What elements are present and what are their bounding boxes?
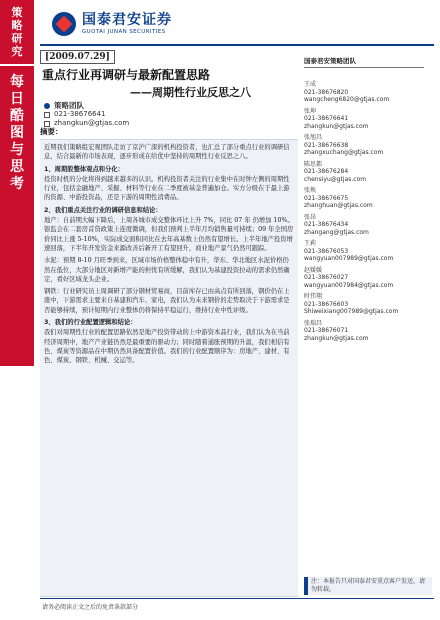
person-icon	[44, 103, 50, 109]
brand-logo	[52, 8, 172, 40]
summary-paragraph: 地产：自前期大幅下降后，上周各城市成交整体环比上升 7%，同比 07 年 仍增加 10%。银监会在二套房首贷政策上连度微调，但我们预判上半年月均销售量可持续；09 年全国房价同比上涨 5-10%，实际成交面积同比在去年高基数上仍然有望增长。上半年地产投资增速回落，下半年开发资金来源改善后新开工有望回升，商业地产景气仍然可跟踪。	[44, 217, 294, 252]
analyst-name: 王成	[304, 81, 317, 88]
banner-char: 研	[11, 32, 23, 45]
analyst-phone: 021-38676675	[304, 194, 349, 202]
phone-icon	[44, 112, 50, 118]
summary-box	[40, 139, 298, 597]
analyst-name: 张昂	[304, 213, 317, 221]
analyst-phone: 021-38676027	[304, 274, 349, 282]
summary-heading: 摘要：	[40, 127, 63, 136]
report-subtitle: ——周期性行业反思之八	[130, 86, 251, 99]
banner-char: 考	[10, 176, 24, 192]
report-title: 重点行业再调研与最新配置思路	[42, 68, 211, 82]
analyst-phone: 021-38676641	[304, 115, 349, 123]
banner-char: 每	[10, 74, 24, 90]
banner-char: 图	[10, 125, 24, 141]
logo-text	[82, 12, 172, 36]
banner-char: 思	[10, 159, 24, 175]
report-date: [2009.07.29]	[40, 50, 115, 64]
analyst-entry	[304, 81, 436, 104]
analyst-name: 张坤	[304, 107, 317, 115]
analyst-phone: 021-38676603	[304, 300, 349, 308]
analyst-phone: 021-38676638	[304, 141, 349, 149]
analyst-entry	[304, 320, 436, 343]
author-email[interactable]: zhangkun@gtjas.com	[54, 119, 130, 127]
analyst-phone: 021-38676071	[304, 327, 349, 335]
section-heading: 1、周期股整体观点和分化：	[44, 165, 124, 173]
section-heading: 3、我们的行业配置逻辑和结论：	[44, 319, 137, 327]
analyst-email[interactable]: zhangang@gtjas.com	[304, 228, 369, 236]
summary-paragraph: 钢铁：行业研究员上周调研了部分钢材贸易商，目前库存已由高点有所回落，钢价仍在上涨中，下游需求主要来自基建和汽车、家电，我们认为未来钢价的走势取决于下游需求是否能够持续，预计短期内行业整体仍将保持平稳运行，维持行业中性评级。	[44, 288, 290, 314]
banner-category	[0, 0, 34, 64]
logo-icon	[52, 12, 76, 36]
banner-char: 略	[11, 19, 23, 32]
analyst-list	[304, 81, 436, 343]
analyst-phone: 021-38676820	[304, 88, 349, 96]
analyst-entry	[304, 108, 436, 131]
analyst-name: 张旭昌	[304, 134, 323, 141]
summary-paragraph: 水泥：预期 8-10 月旺季到来，区域市场价格整体稳中有升，华东、华北地区水泥价格仍然在低位，大部分地区对新增产能的担忧有所缓解，我们认为基建投资拉动的需求仍然确定，看好区域龙头企业。	[44, 257, 290, 283]
analyst-name: 张焕	[304, 187, 317, 194]
summary-paragraph: 投资时机的分化将得到越来越多的认识。机构投资者关注的行业集中在时钟左侧的周期性行业，包括金融地产、采掘、材料等行业在二季度被基金普遍加仓。实方分级在于最上游的资源、中游投资品，还是下游的周期性消费品。	[44, 175, 290, 202]
disclaimer-note: 请务必阅读正文之后的免责条款部分	[42, 604, 139, 611]
banner-category-text	[0, 0, 34, 58]
analyst-entry	[304, 187, 436, 210]
footer-divider	[40, 598, 434, 599]
banner-series	[0, 66, 34, 366]
author-phone: 021-38676641	[54, 110, 106, 118]
analyst-entry	[304, 134, 436, 157]
analyst-email[interactable]: zhangkun@gtjas.com	[304, 334, 369, 342]
left-banner	[0, 0, 34, 620]
banner-char: 与	[10, 142, 24, 158]
analyst-entry	[304, 161, 436, 184]
analyst-team-title: 国泰君安策略团队	[304, 56, 424, 68]
author-team: 策略团队	[54, 101, 84, 110]
section-heading: 2、我们重点关注行业的调研信息和结论：	[44, 206, 162, 214]
brand-name-en: GUOTAI JUNAN SECURITIES	[82, 29, 166, 35]
distribution-note: 注：本报告只对国泰君安重点客户发送，请勿转载。	[304, 577, 432, 595]
banner-series-text	[0, 66, 34, 193]
banner-char: 策	[11, 6, 23, 19]
summary-paragraph: 近期我们策略组宏观团队走访了京沪广深的机构投资者，也汇总了部分重点行业的调研信息，结合最新的市场表现，逐步形成在给优中坚持的周期性行业反思之八。	[44, 144, 290, 161]
analyst-phone: 021-38676053	[304, 247, 349, 255]
analyst-email[interactable]: Shiweixiang007989@gtjas.com	[304, 308, 399, 316]
analyst-entry	[304, 214, 436, 237]
analyst-phone: 021-38676434	[304, 221, 349, 229]
analyst-name: 张瑞昌	[304, 319, 323, 327]
analyst-email[interactable]: zhangkun@gtjas.com	[304, 122, 369, 130]
main-content	[40, 126, 298, 597]
analyst-entry	[304, 267, 436, 290]
analyst-name: 王莉	[304, 240, 317, 247]
analyst-email[interactable]: zhanghuan@gtjas.com	[304, 202, 373, 210]
analyst-name: 赵媛媛	[304, 266, 323, 274]
summary-paragraph: 我们对周期性行业的配置思路依然是地产投资带动的上中游资本品行业，我们认为在当前经济周期中，地产产业链仍然是最重要的驱动力；同时随着通胀预期的升温，我们相信有色、煤炭等资源品在中期仍然具备配置价值。我们的行业配置顺序为：房地产、建材、有色、煤炭、钢铁、机械、交运等。	[44, 329, 290, 365]
analyst-email[interactable]: zhangxuchang@gtjas.com	[304, 149, 384, 157]
analyst-name: 时伟翔	[304, 293, 323, 300]
banner-char: 日	[10, 91, 24, 107]
analyst-entry	[304, 293, 436, 316]
analyst-email[interactable]: chensiyu@gtjas.com	[304, 175, 367, 183]
analyst-name: 陈思都	[304, 160, 323, 168]
analyst-email[interactable]: wangcheng6820@gtjas.com	[304, 96, 390, 104]
banner-char: 酷	[10, 108, 24, 124]
banner-char: 究	[11, 45, 23, 58]
author-phone-row	[44, 110, 129, 119]
author-team-row	[44, 101, 129, 110]
brand-name-cn: 国泰君安证券	[82, 12, 172, 28]
analyst-email[interactable]: wangyuan007984@gtjas.com	[304, 281, 394, 289]
header-divider	[40, 44, 434, 46]
analyst-entry	[304, 240, 436, 263]
author-block	[44, 101, 129, 128]
analyst-column	[304, 56, 436, 343]
analyst-phone: 021-38676284	[304, 168, 349, 176]
analyst-email[interactable]: wangyuan007989@gtjas.com	[304, 255, 394, 263]
